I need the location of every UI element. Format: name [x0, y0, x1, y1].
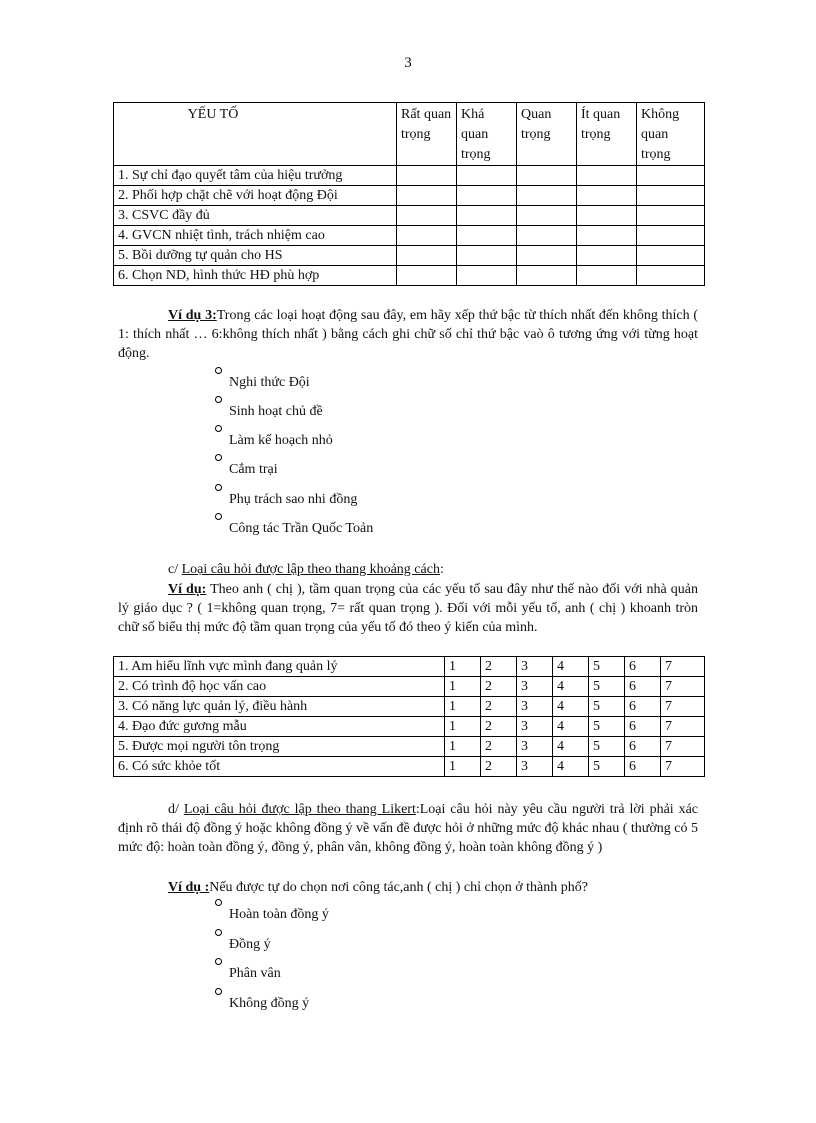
header-not-important: Không quan trọng	[637, 103, 705, 166]
table-row: 4. Đạo đức gương mẫu 1 2 3 4 5 6 7	[114, 717, 705, 737]
circle-bullet-icon	[215, 425, 222, 432]
table-row: 2. Có trình độ học vấn cao 1 2 3 4 5 6 7	[114, 677, 705, 697]
circle-bullet-icon	[215, 988, 222, 995]
importance-table	[113, 102, 705, 286]
page-number: 3	[404, 55, 412, 71]
circle-bullet-icon	[215, 513, 222, 520]
section-c-example: Ví dụ: Theo anh ( chị ), tầm quan trọng của các yếu tố sau đây như thế nào đối với nhà quản lý giáo dục ? ( 1=không quan trọng, 7= rất quan trọng ). Đối với mỗi yếu tố, anh ( chị ) khoanh tròn chữ số biểu thị mức độ tầm quan trọng của yếu tố đó theo ý kiến của mình.	[118, 582, 699, 635]
table-row: 3. Có năng lực quản lý, điều hành 1 2 3 4 5 6 7	[114, 697, 705, 717]
header-less-important: Ít quan trọng	[577, 103, 637, 166]
circle-bullet-icon	[215, 958, 222, 965]
example3-paragraph	[118, 306, 698, 363]
circle-bullet-icon	[215, 929, 222, 936]
table-row: 6. Có sức khỏe tốt 1 2 3 4 5 6 7	[114, 757, 705, 777]
table-row: 2. Phối hợp chặt chẽ với hoạt động Đội	[114, 186, 705, 206]
example3-text: Trong các loại hoạt động sau đây, em hãy xếp thứ bậc từ thích nhất đến không thích ( 1: thích nhất … 6:không thích nhất ) bằng cách ghi chữ số chỉ thứ bậc vaò ô tương ứng với từng hoạt động.	[118, 308, 698, 361]
header-very-important: Rất quan trọng	[397, 103, 457, 166]
section-d-example: Ví dụ :Nếu được tự do chọn nơi công tác,anh ( chị ) chỉ chọn ở thành phố?	[168, 880, 588, 895]
table-row: 6. Chọn ND, hình thức HĐ phù hợp	[114, 266, 705, 286]
scale-table	[113, 656, 705, 777]
circle-bullet-icon	[215, 899, 222, 906]
table-row: 5. Bồi dưỡng tự quản cho HS	[114, 246, 705, 266]
header-factor: YẾU TỐ	[114, 103, 397, 166]
header-important: Quan trọng	[517, 103, 577, 166]
table-row: 3. CSVC đầy đủ	[114, 206, 705, 226]
table-row: 1. Sự chỉ đạo quyết tâm của hiệu trưởng	[114, 166, 705, 186]
section-d-paragraph: d/ Loại câu hỏi được lập theo thang Likert:Loại câu hỏi này yêu cầu người trả lời phải xác định rõ thái độ đồng ý hoặc không đồng ý về vấn đề được hỏi ở những mức độ khác nhau ( thường có 5 mức độ: hoàn toàn đồng ý, đồng ý, phân vân, không đồng ý, hoàn toàn không đồng ý )	[118, 802, 699, 855]
section-c-heading: c/ Loại câu hỏi được lập theo thang khoảng cách:	[168, 562, 444, 577]
section-c-example-label: Ví dụ:	[168, 582, 207, 597]
table-row: 1. Am hiểu lĩnh vực mình đang quản lý 1 2 3 4 5 6 7	[114, 657, 705, 677]
table-header-row	[114, 103, 705, 166]
circle-bullet-icon	[215, 484, 222, 491]
section-d-title: Loại câu hỏi được lập theo thang Likert	[183, 802, 416, 817]
example3-label: Ví dụ 3:	[168, 308, 217, 323]
circle-bullet-icon	[215, 367, 222, 374]
section-d-example-label: Ví dụ :	[168, 880, 210, 895]
circle-bullet-icon	[215, 396, 222, 403]
section-c-title: Loại câu hỏi được lập theo thang khoảng cách	[181, 562, 440, 577]
circle-bullet-icon	[215, 454, 222, 461]
header-quite-important: Khá quan trọng	[457, 103, 517, 166]
table-row: 5. Được mọi người tôn trọng 1 2 3 4 5 6 7	[114, 737, 705, 757]
table-row: 4. GVCN nhiệt tình, trách nhiệm cao	[114, 226, 705, 246]
